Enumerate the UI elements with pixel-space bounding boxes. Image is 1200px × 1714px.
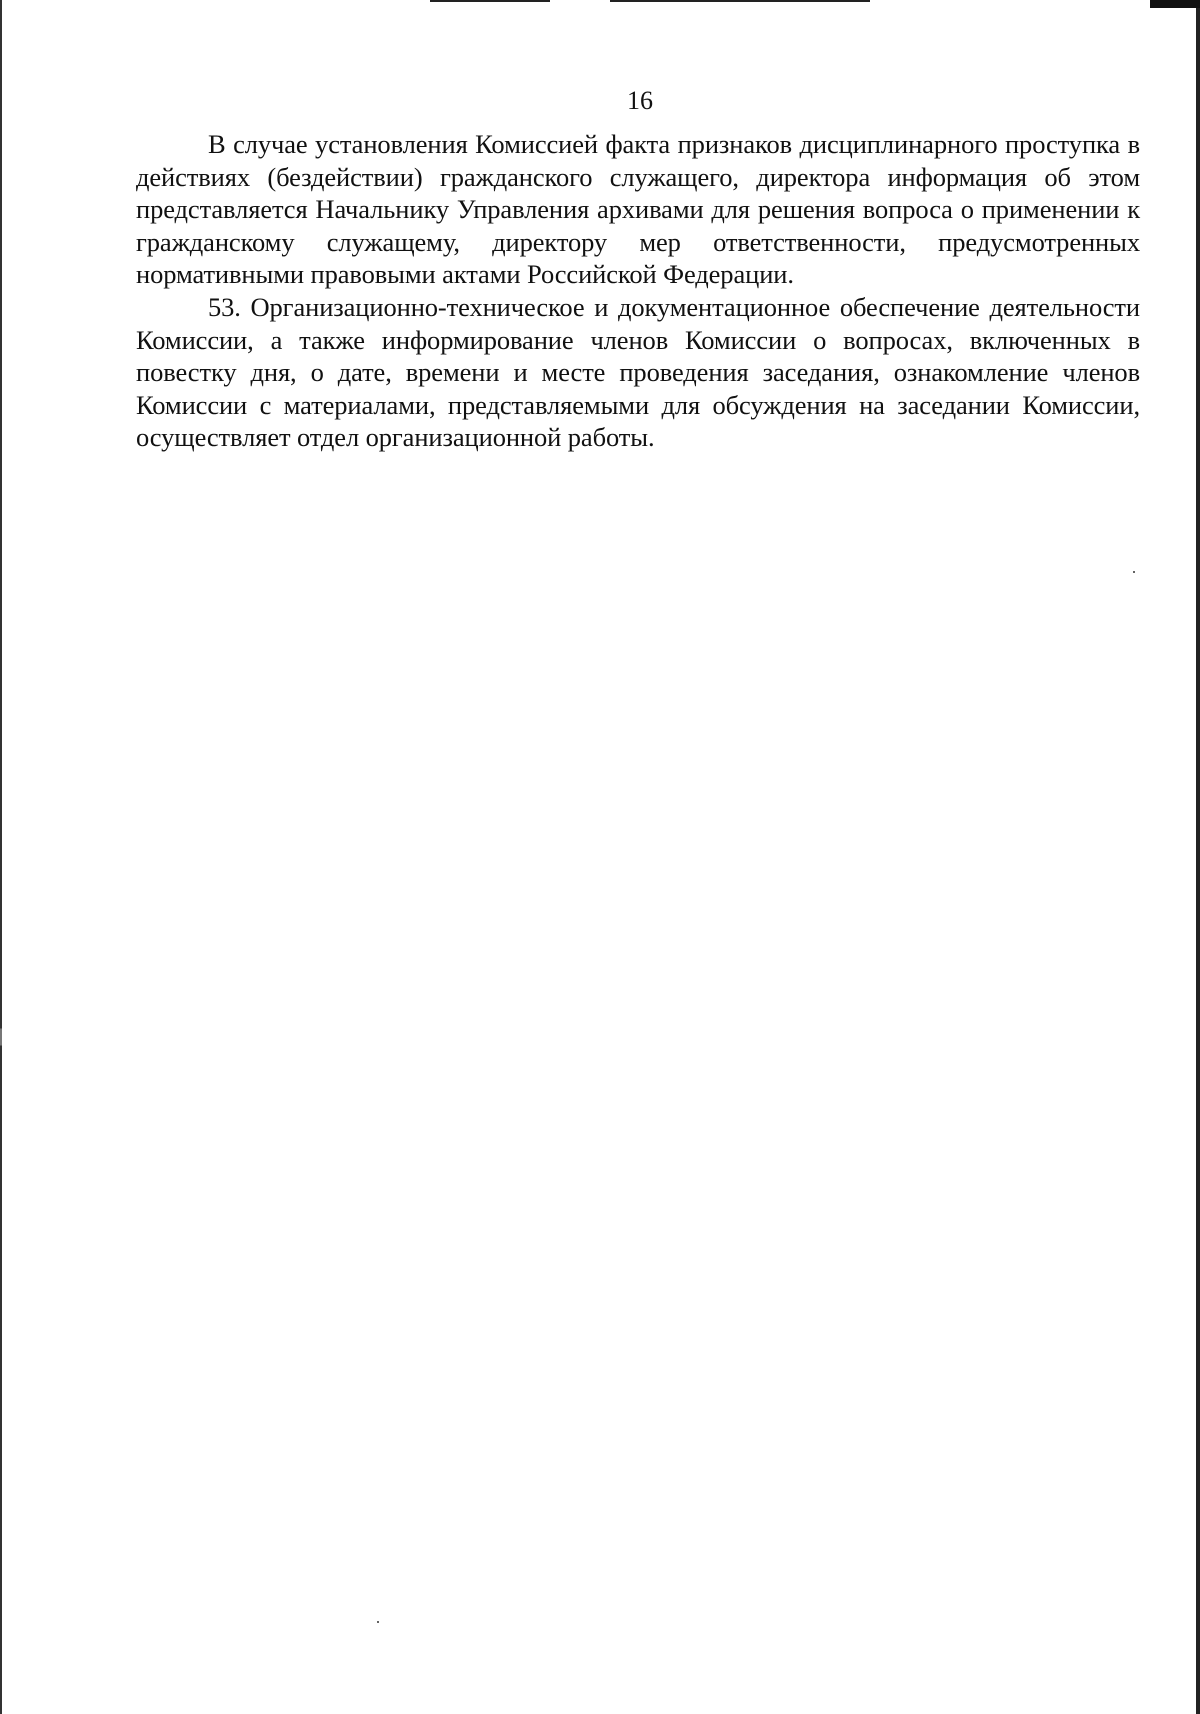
scan-edge-right — [1196, 0, 1200, 1714]
scan-dot — [1133, 571, 1135, 573]
paragraph: 53. Организационно-техническое и документационное обеспечение деятельности Комиссии, а также информирование членов Комиссии о вопросах, включенных в повестку дня, о дате, времени и месте проведения заседания, ознакомление членов Комиссии с материалами, представляемыми для обсуждения на заседании Комиссии, осуществляет отдел организационной работы. — [136, 291, 1140, 453]
scan-edge-left — [0, 0, 2, 1714]
paragraph: В случае установления Комиссией факта признаков дисциплинарного проступка в действиях (бездействии) гражданского служащего, директора информация об этом представляется Начальнику Управления архивами для решения вопроса о применении к гражданскому служащему, директору мер ответственности, предусмотренных нормативными правовыми актами Российской Федерации. — [136, 129, 1140, 290]
scan-top-line — [610, 0, 870, 2]
scan-top-line — [430, 0, 550, 2]
page-number: 16 — [627, 86, 653, 115]
document-body — [136, 128, 1140, 454]
scan-dot — [377, 1621, 379, 1623]
scan-corner-mark — [1150, 0, 1200, 8]
